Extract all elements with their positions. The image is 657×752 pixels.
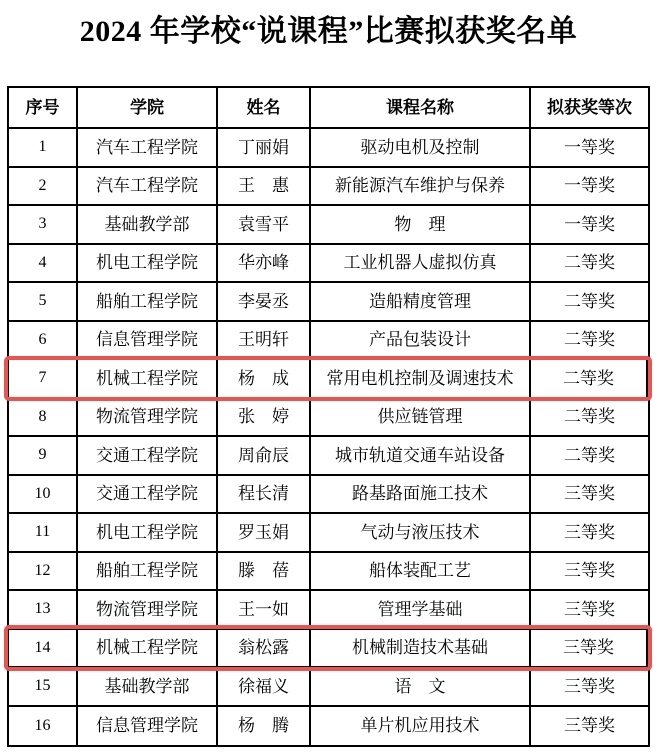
cell-college: 物流管理学院 [78,591,218,628]
cell-college: 机械工程学院 [78,630,218,667]
cell-serial-number: 13 [9,591,78,628]
cell-college: 基础教学部 [78,206,218,243]
cell-college: 机电工程学院 [78,514,218,551]
cell-college: 船舶工程学院 [78,553,218,590]
page-title: 2024 年学校“说课程”比赛拟获奖名单 [79,15,578,48]
cell-serial-number: 8 [9,399,78,436]
cell-serial-number: 11 [9,514,78,551]
cell-teacher-name: 杨 腾 [218,707,311,746]
cell-award-level: 三等奖 [564,676,615,696]
cell-serial-number: 6 [9,322,78,359]
column-header-award-level: 拟获奖等次 [547,98,632,117]
table-row [9,707,648,746]
cell-course-name: 机械制造技术基础 [311,630,531,667]
cell-serial-number: 9 [9,437,78,474]
table-row [9,476,648,515]
cell-award-level: 二等奖 [564,445,615,465]
cell-course-name: 驱动电机及控制 [311,129,531,166]
table-row [9,630,648,669]
cell-serial-number: 15 [9,668,78,705]
table-row [9,322,648,361]
cell-serial-number: 14 [9,630,78,667]
cell-course-name: 船体装配工艺 [311,553,531,590]
cell-college: 汽车工程学院 [78,129,218,166]
cell-college: 汽车工程学院 [78,168,218,205]
cell-course-name: 产品包装设计 [311,322,531,359]
cell-teacher-name: 王一如 [218,591,311,628]
table-header-row [9,88,648,129]
cell-serial-number: 12 [9,553,78,590]
table-row [9,129,648,168]
cell-serial-number: 7 [9,360,78,397]
cell-teacher-name: 丁丽娟 [218,129,311,166]
cell-award-level: 三等奖 [564,716,615,736]
cell-teacher-name: 王明轩 [218,322,311,359]
table-row [9,668,648,707]
cell-award-level: 二等奖 [564,291,615,311]
cell-serial-number: 3 [9,206,78,243]
cell-award-level: 三等奖 [564,561,615,581]
table-row [9,591,648,630]
cell-teacher-name: 李晏丞 [218,283,311,320]
cell-serial-number: 1 [9,129,78,166]
cell-college: 基础教学部 [78,668,218,705]
table-row [9,245,648,284]
cell-serial-number: 10 [9,476,78,513]
cell-college: 机械工程学院 [78,360,218,397]
cell-teacher-name: 滕 蓓 [218,553,311,590]
cell-teacher-name: 翁松露 [218,630,311,667]
cell-course-name: 语 文 [311,668,531,705]
cell-college: 交通工程学院 [78,476,218,513]
cell-serial-number: 4 [9,245,78,282]
cell-award-level: 二等奖 [564,330,615,350]
column-header-serial-number: 序号 [9,88,78,127]
table-row [9,514,648,553]
cell-award-level: 三等奖 [531,630,648,667]
cell-college: 机电工程学院 [78,245,218,282]
cell-award-level: 二等奖 [531,360,648,397]
cell-college: 信息管理学院 [78,322,218,359]
table-row [9,553,648,592]
table-row [9,399,648,438]
table-row [9,360,648,399]
cell-course-name: 管理学基础 [311,591,531,628]
table-row [9,283,648,322]
cell-course-name: 物 理 [311,206,531,243]
cell-award-level: 一等奖 [564,214,615,234]
column-header-teacher-name: 姓名 [218,88,311,127]
cell-course-name: 路基路面施工技术 [311,476,531,513]
cell-award-level: 三等奖 [564,522,615,542]
cell-award-level: 三等奖 [564,484,615,504]
cell-teacher-name: 王 惠 [218,168,311,205]
cell-college: 交通工程学院 [78,437,218,474]
cell-college: 船舶工程学院 [78,283,218,320]
cell-course-name: 新能源汽车维护与保养 [311,168,531,205]
cell-teacher-name: 罗玉娟 [218,514,311,551]
cell-serial-number: 5 [9,283,78,320]
column-header-course-name: 课程名称 [311,88,531,127]
cell-teacher-name: 袁雪平 [218,206,311,243]
column-header-college: 学院 [78,88,218,127]
cell-serial-number: 16 [9,707,78,746]
cell-course-name: 供应链管理 [311,399,531,436]
award-table [7,86,650,747]
cell-teacher-name: 华亦峰 [218,245,311,282]
cell-teacher-name: 周俞辰 [218,437,311,474]
cell-award-level: 一等奖 [564,137,615,157]
cell-course-name: 工业机器人虚拟仿真 [311,245,531,282]
table-row [9,168,648,207]
cell-course-name: 单片机应用技术 [311,707,531,746]
cell-course-name: 造船精度管理 [311,283,531,320]
cell-serial-number: 2 [9,168,78,205]
cell-award-level: 一等奖 [564,176,615,196]
cell-teacher-name: 张 婷 [218,399,311,436]
cell-award-level: 二等奖 [564,253,615,273]
cell-teacher-name: 杨 成 [218,360,311,397]
cell-college: 信息管理学院 [78,707,218,746]
cell-award-level: 三等奖 [564,599,615,619]
cell-teacher-name: 徐福义 [218,668,311,705]
cell-course-name: 气动与液压技术 [311,514,531,551]
cell-award-level: 二等奖 [564,407,615,427]
table-row [9,437,648,476]
table-row [9,206,648,245]
cell-course-name: 城市轨道交通车站设备 [311,437,531,474]
cell-teacher-name: 程长清 [218,476,311,513]
cell-course-name: 常用电机控制及调速技术 [311,360,531,397]
cell-college: 物流管理学院 [78,399,218,436]
